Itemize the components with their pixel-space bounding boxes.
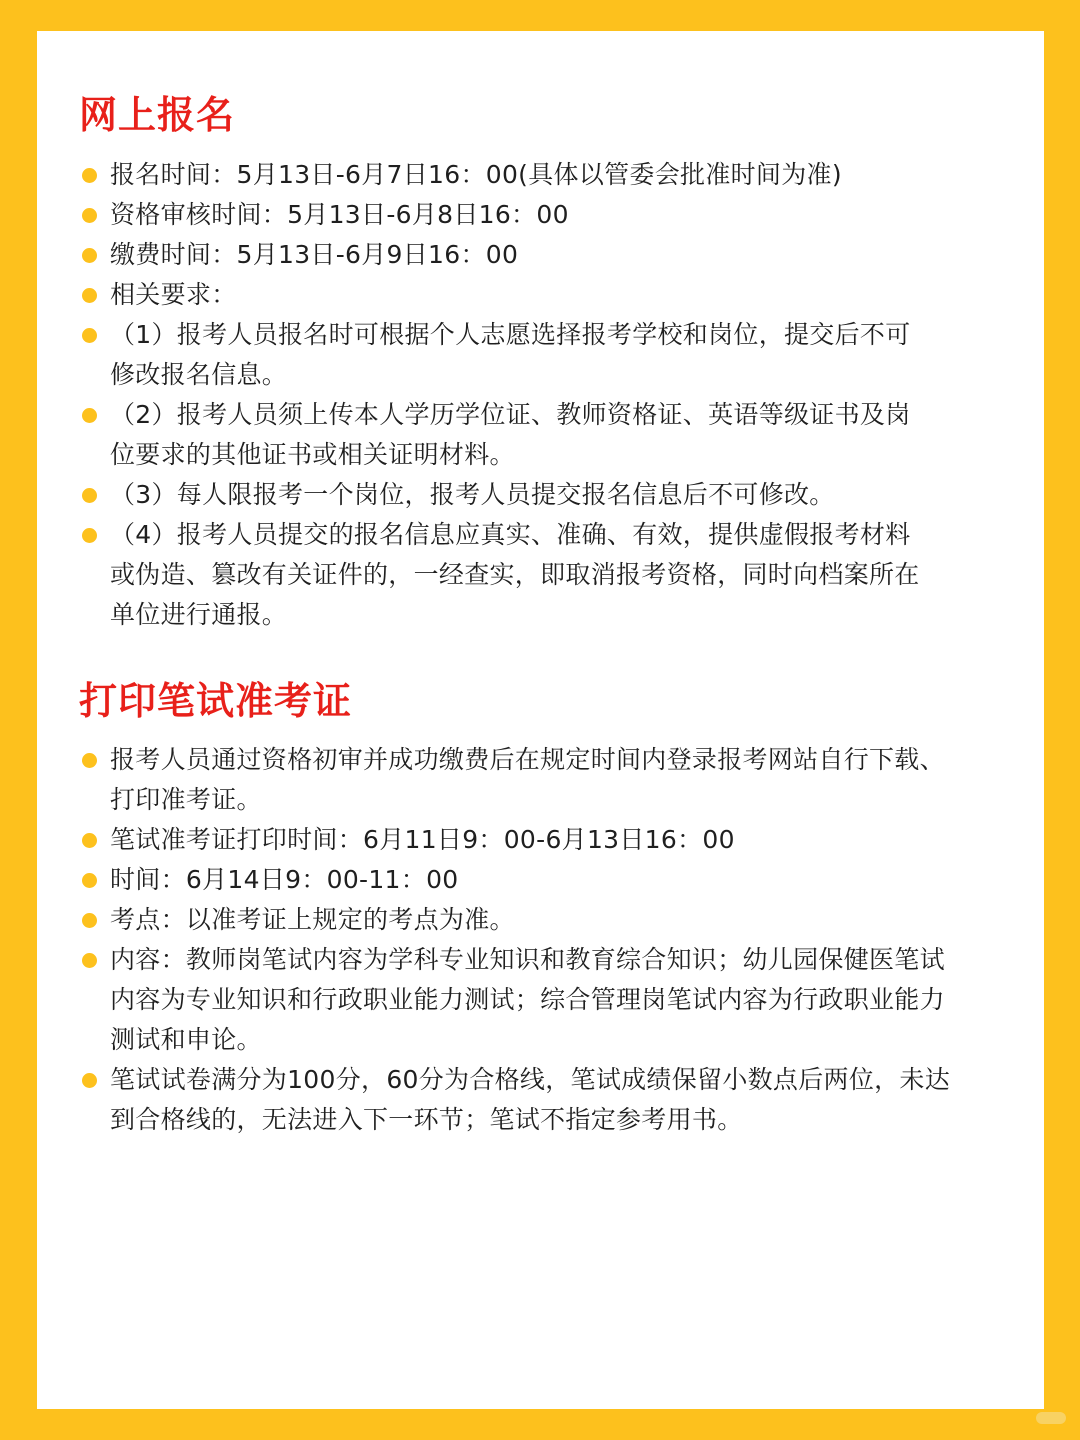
bullet-dot-icon <box>82 953 97 968</box>
bullet-dot-icon <box>82 408 97 423</box>
list-item-text <box>110 820 950 860</box>
bullet-dot-icon <box>82 528 97 543</box>
list-item-text <box>110 1060 950 1140</box>
list-item <box>37 195 920 235</box>
online-registration-list <box>37 155 920 635</box>
list-item <box>37 235 920 275</box>
list-item <box>37 820 950 860</box>
list-item-line: 资格审核时间：5月13日-6月8日16：00 <box>110 200 569 229</box>
list-item-line: 打印准考证。 <box>110 785 262 814</box>
list-item-line: 考点：以准考证上规定的考点为准。 <box>110 905 515 934</box>
bullet-dot-icon <box>82 753 97 768</box>
list-item-line: 报考人员通过资格初审并成功缴费后在规定时间内登录报考网站自行下载、 <box>110 745 945 774</box>
list-item-line: （3）每人限报考一个岗位，报考人员提交报名信息后不可修改。 <box>110 480 835 509</box>
list-item-text <box>110 515 920 635</box>
content-card <box>37 31 1044 1409</box>
section-title-print-admission-ticket: 打印笔试准考证 <box>79 679 353 723</box>
list-item <box>37 155 920 195</box>
list-item-line: 相关要求： <box>110 280 237 309</box>
list-item-line: 位要求的其他证书或相关证明材料。 <box>110 440 515 469</box>
list-item-line: （1）报考人员报名时可根据个人志愿选择报考学校和岗位，提交后不可 <box>110 320 911 349</box>
list-item-text <box>110 195 920 235</box>
list-item-text <box>110 155 920 195</box>
list-item <box>37 315 920 395</box>
list-item <box>37 1060 950 1140</box>
list-item-text <box>110 275 920 315</box>
list-item-line: 报名时间：5月13日-6月7日16：00(具体以管委会批准时间为准) <box>110 160 842 189</box>
section-title-online-registration: 网上报名 <box>79 93 236 137</box>
list-item-text <box>110 940 950 1060</box>
list-item-line: 单位进行通报。 <box>110 600 288 629</box>
admission-ticket-list <box>37 740 950 1140</box>
bullet-dot-icon <box>82 328 97 343</box>
list-item <box>37 475 920 515</box>
list-item-line: 测试和申论。 <box>110 1025 262 1054</box>
list-item <box>37 900 950 940</box>
list-item <box>37 740 950 820</box>
bullet-dot-icon <box>82 488 97 503</box>
list-item-line: 或伪造、篡改有关证件的，一经查实，即取消报考资格，同时向档案所在 <box>110 560 920 589</box>
list-item-line: 到合格线的，无法进入下一环节；笔试不指定参考用书。 <box>110 1105 743 1134</box>
list-item-text <box>110 475 920 515</box>
bullet-dot-icon <box>82 288 97 303</box>
list-item-line: （4）报考人员提交的报名信息应真实、准确、有效，提供虚假报考材料 <box>110 520 911 549</box>
list-item-text <box>110 235 920 275</box>
watermark-logo <box>1036 1412 1066 1424</box>
bullet-dot-icon <box>82 873 97 888</box>
bullet-dot-icon <box>82 1073 97 1088</box>
bullet-dot-icon <box>82 913 97 928</box>
list-item-text <box>110 860 950 900</box>
list-item <box>37 275 920 315</box>
bullet-dot-icon <box>82 833 97 848</box>
list-item <box>37 395 920 475</box>
list-item-line: 时间：6月14日9：00-11：00 <box>110 865 459 894</box>
list-item-line: 缴费时间：5月13日-6月9日16：00 <box>110 240 519 269</box>
list-item <box>37 940 950 1060</box>
list-item <box>37 515 920 635</box>
bullet-dot-icon <box>82 168 97 183</box>
list-item-text <box>110 315 920 395</box>
list-item-text <box>110 900 950 940</box>
list-item-line: 笔试准考证打印时间：6月11日9：00-6月13日16：00 <box>110 825 735 854</box>
list-item-line: 内容为专业知识和行政职业能力测试；综合管理岗笔试内容为行政职业能力 <box>110 985 945 1014</box>
list-item-line: （2）报考人员须上传本人学历学位证、教师资格证、英语等级证书及岗 <box>110 400 911 429</box>
bullet-dot-icon <box>82 208 97 223</box>
list-item-line: 笔试试卷满分为100分，60分为合格线，笔试成绩保留小数点后两位，未达 <box>110 1065 951 1094</box>
list-item-text <box>110 395 920 475</box>
bullet-dot-icon <box>82 248 97 263</box>
list-item-line: 修改报名信息。 <box>110 360 288 389</box>
list-item-text <box>110 740 950 820</box>
list-item <box>37 860 950 900</box>
list-item-line: 内容：教师岗笔试内容为学科专业知识和教育综合知识；幼儿园保健医笔试 <box>110 945 945 974</box>
